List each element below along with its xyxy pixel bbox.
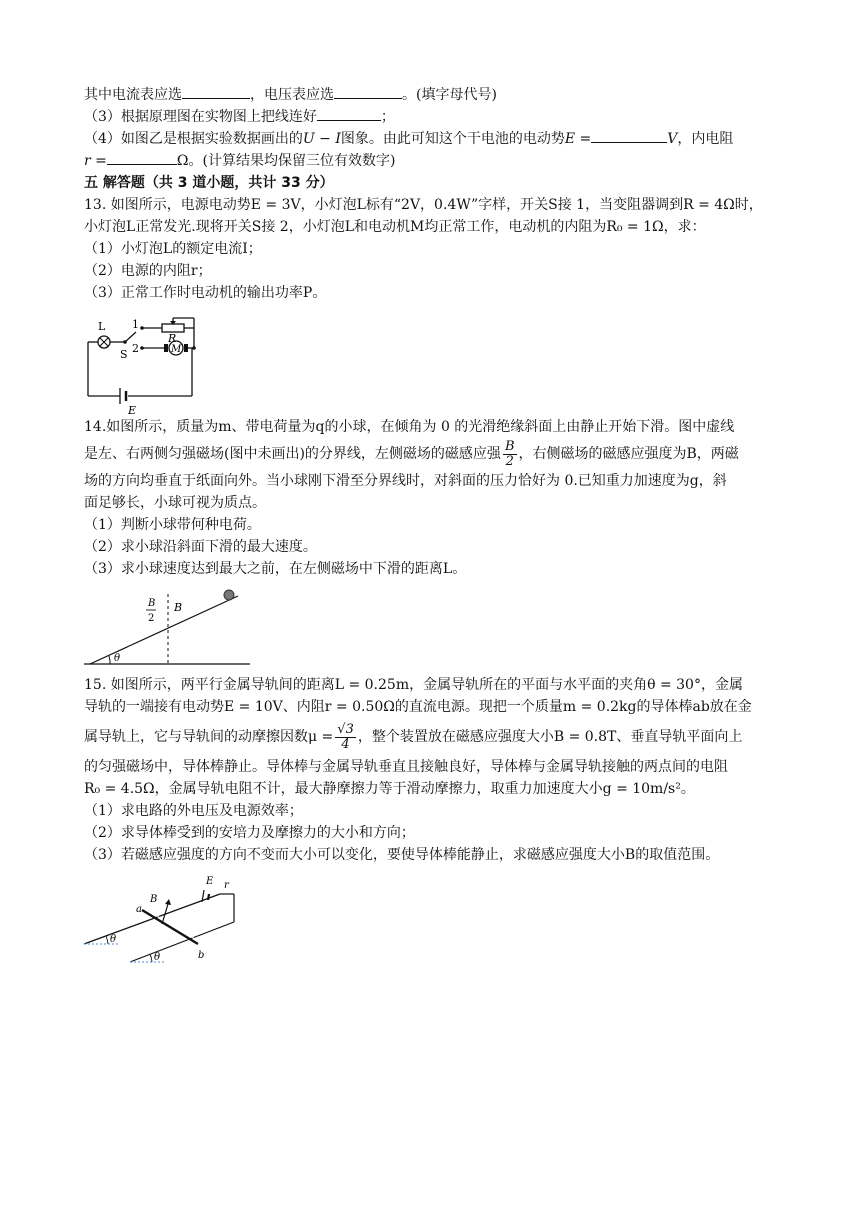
q15-line1: 15. 如图所示，两平行金属导轨间的距离L = 0.25m，金属导轨所在的平面与水平面的夹角θ = 30°，金属 xyxy=(84,677,743,693)
answer-blank-ammeter[interactable] xyxy=(182,84,250,99)
lower-rail xyxy=(130,922,234,962)
q14-line3: 场的方向均垂直于纸面向外。当小球刚下滑至分界线时，对斜面的压力恰好为 0.已知重力加速度为g，斜 xyxy=(84,473,727,489)
svg-text:B: B xyxy=(150,894,158,905)
svg-text:M: M xyxy=(171,344,182,355)
answer-blank-voltmeter[interactable] xyxy=(334,84,402,99)
q13-circuit-diagram xyxy=(84,310,214,417)
q15-item3: （3）若磁感应强度的方向不变而大小可以变化，要使导体棒能静止，求磁感应强度大小B的取值范围。 xyxy=(84,847,720,863)
svg-text:2: 2 xyxy=(148,613,155,624)
q14-item1: （1）判断小球带何种电荷。 xyxy=(84,517,261,533)
q12-item4-line1: （4）如图乙是根据实验数据画出的U − I图象。由此可知这个干电池的电动势E = V，内电阻 xyxy=(84,128,784,150)
q15-item2: （2）求导体棒受到的安培力及摩擦力的大小和方向； xyxy=(84,825,415,841)
q14-item2: （2）求小球沿斜面下滑的最大速度。 xyxy=(84,539,317,555)
q15-rail-diagram xyxy=(84,872,254,964)
q15-line3: 属导轨上，它与导轨间的动摩擦因数μ = $\frac{√3}{4}$ ，整个装置放在磁感应强度大小B = 0.8T、垂直导轨平面向上 xyxy=(84,721,743,752)
q12-item4-line2: r = Ω。(计算结果均保留三位有效数字) xyxy=(84,150,784,172)
q14-line2: 是左、右两侧匀强磁场(图中未画出)的分界线，左侧磁场的磁感应强 $\frac{B}{2}$ ，右侧磁场的磁感应强度为B，两磁 xyxy=(84,438,739,469)
fraction-b-half: $\frac{B}{2}$ xyxy=(504,438,515,469)
answer-blank-internal-resistance[interactable] xyxy=(107,150,177,165)
answer-blank-wiring[interactable] xyxy=(317,106,381,121)
exam-page xyxy=(84,84,784,964)
svg-text:E: E xyxy=(128,404,137,417)
q13-item1: （1）小灯泡L的额定电流I； xyxy=(84,241,262,257)
q14-incline-diagram xyxy=(84,588,254,668)
q13-line2: 小灯泡L正常发光.现将开关S接 2，小灯泡L和电动机M均正常工作，电动机的内阻为R₀ = 1Ω，求： xyxy=(84,219,706,235)
svg-text:S: S xyxy=(120,348,128,361)
lamp-symbol xyxy=(98,336,110,348)
svg-text:r: r xyxy=(224,880,229,891)
svg-text:R: R xyxy=(168,332,177,345)
q14-line1: 14.如图所示，质量为m、带电荷量为q的小球，在倾角为 0 的光滑绝缘斜面上由静止开始下滑。图中虚线 xyxy=(84,419,735,435)
svg-text:B: B xyxy=(174,601,183,614)
svg-text:B: B xyxy=(148,598,156,609)
svg-text:a: a xyxy=(136,904,142,915)
ball-icon xyxy=(224,590,234,600)
q13-line1: 13. 如图所示，电源电动势E = 3V，小灯泡L标有“2V，0.4W”字样，开关S接 1，当变阻器调到R = 4Ω时， xyxy=(84,197,763,213)
rheostat-symbol xyxy=(162,324,184,332)
q12-line-ammeter: 其中电流表应选 ，电压表应选 。(填字母代号) xyxy=(84,84,784,106)
q12-item3: （3）根据原理图在实物图上把线连好 ； xyxy=(84,106,784,128)
answer-blank-emf[interactable] xyxy=(591,128,667,143)
switch-symbol xyxy=(125,332,136,342)
q15-line4: 的匀强磁场中，导体棒静止。导体棒与金属导轨垂直且接触良好，导体棒与金属导轨接触的两点间的电阻 xyxy=(84,759,728,775)
incline-surface xyxy=(90,596,238,664)
svg-text:L: L xyxy=(98,320,106,333)
conductor-bar xyxy=(142,910,198,944)
q13-item2: （2）电源的内阻r； xyxy=(84,263,212,279)
q15-line2: 导轨的一端接有电动势E = 10V、内阻r = 0.50Ω的直流电源。现把一个质量m = 0.2kg的导体棒ab放在金 xyxy=(84,699,752,715)
svg-text:b: b xyxy=(198,950,205,961)
svg-text:θ: θ xyxy=(114,653,121,664)
svg-text:θ: θ xyxy=(154,952,161,963)
svg-text:1: 1 xyxy=(132,318,139,331)
svg-text:2: 2 xyxy=(132,342,139,355)
section-heading: 五 解答题（共 3 道小题，共计 33 分） xyxy=(84,175,334,191)
q14-line4: 面足够长，小球可视为质点。 xyxy=(84,495,266,511)
q15-line5: R₀ = 4.5Ω，金属导轨电阻不计，最大静摩擦力等于滑动摩擦力，取重力加速度大小g = 10m/s²。 xyxy=(84,781,695,797)
q14-item3: （3）求小球速度达到最大之前，在左侧磁场中下滑的距离L。 xyxy=(84,561,467,577)
q13-item3: （3）正常工作时电动机的输出功率P。 xyxy=(84,285,327,301)
q15-item1: （1）求电路的外电压及电源效率； xyxy=(84,803,303,819)
fraction-sqrt3-over-4: $\frac{√3}{4}$ xyxy=(337,721,354,752)
svg-text:θ: θ xyxy=(110,934,117,945)
motor-symbol xyxy=(169,341,183,355)
svg-text:E: E xyxy=(206,876,214,887)
